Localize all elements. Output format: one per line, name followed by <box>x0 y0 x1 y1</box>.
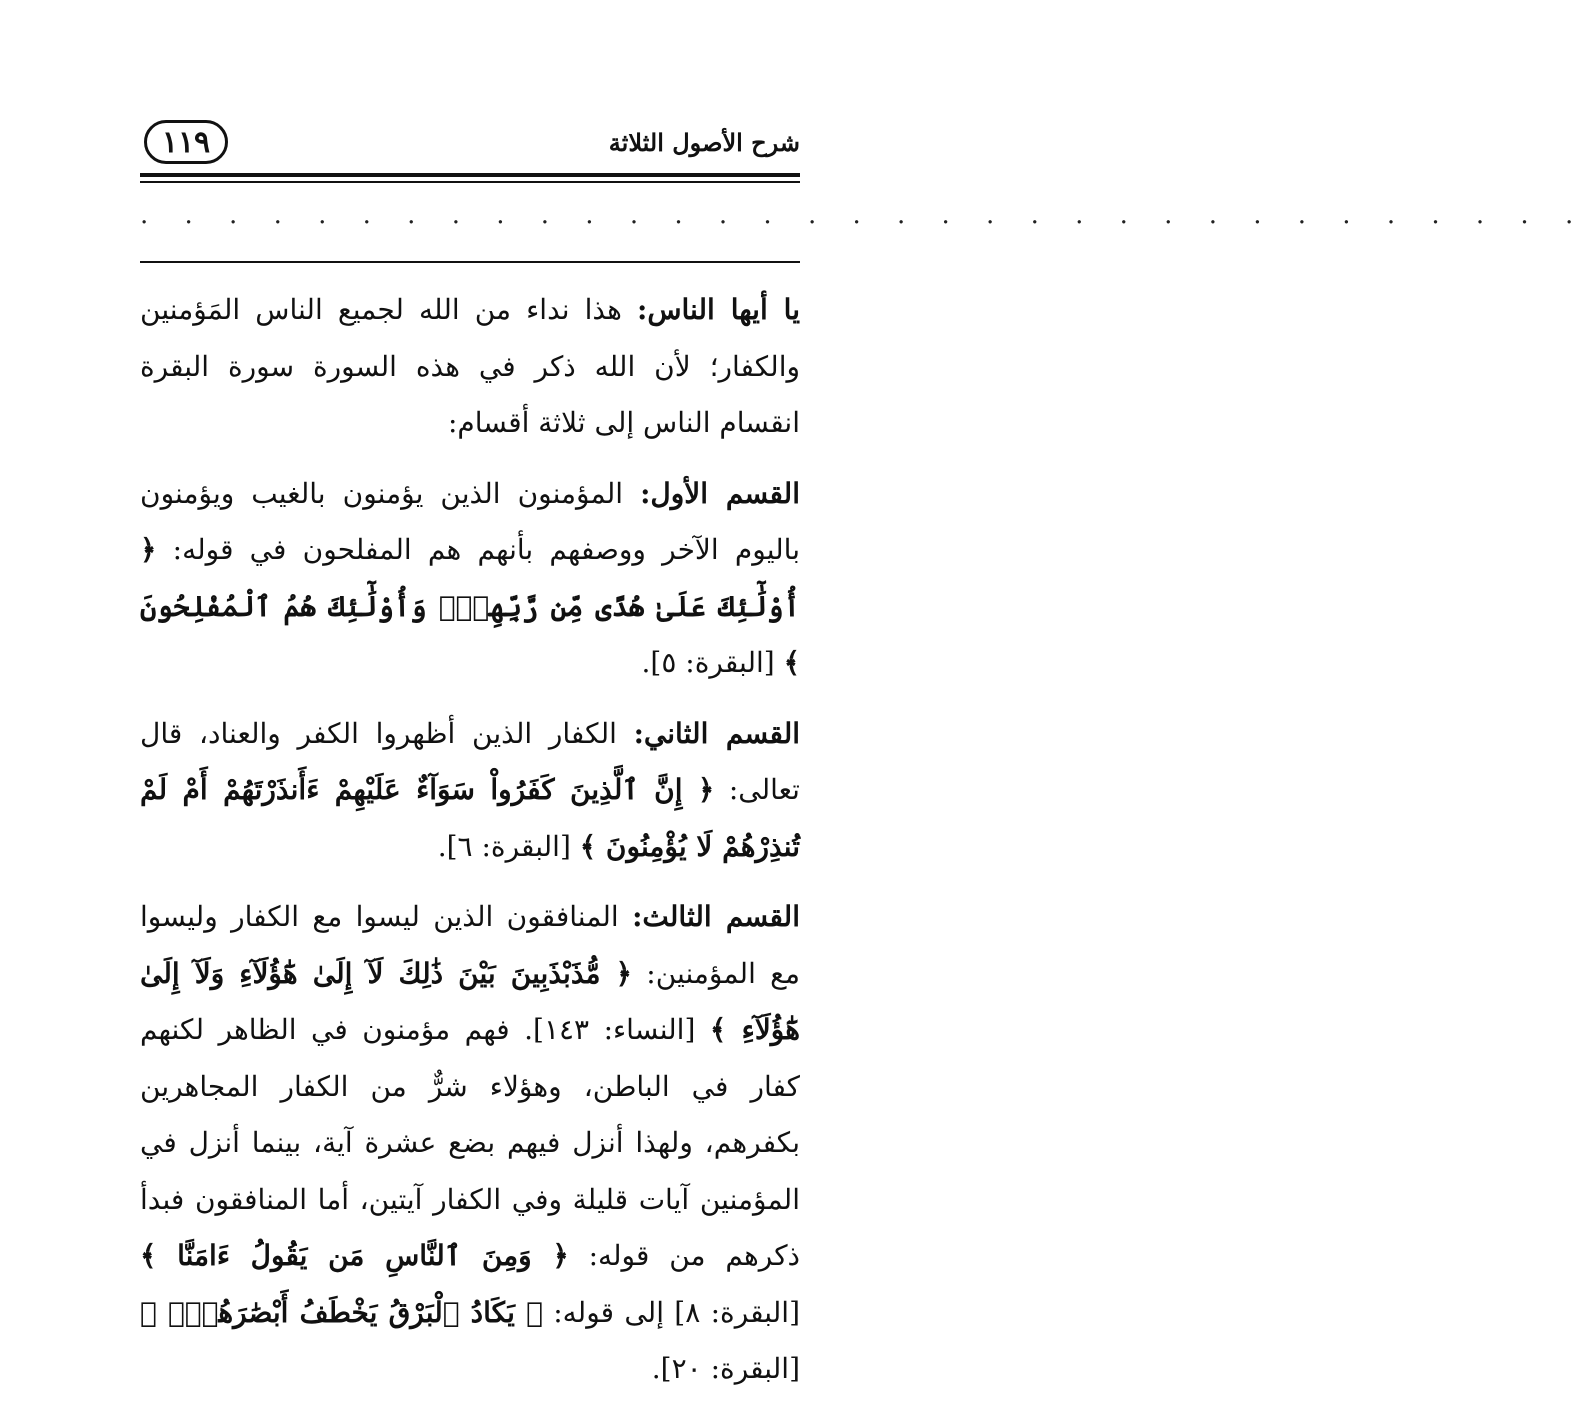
verse-reference: [البقرة: ٦]. <box>437 829 580 863</box>
quran-verse: ﴿ أُوْلَٰٓئِكَ عَلَىٰ هُدًى مِّن رَّبِّهِمْۖ وَأُوْلَٰٓئِكَ هُمُ ٱلْمُفْلِحُونَ ﴾ <box>140 533 800 679</box>
paragraph-first-group <box>140 466 800 692</box>
term-heading: يا أيها الناس: <box>636 293 800 326</box>
dotted-separator: . . . . . . . . . . . . . . . . . . . . . . . . . . . . . . . . . <box>140 200 1587 230</box>
header-rule-thin <box>140 181 800 183</box>
quran-verse: ﴿ مُّذَبْذَبِينَ بَيْنَ ذَٰلِكَ لَآ إِلَىٰ هَٰٓؤُلَآءِ وَلَآ إِلَىٰ هَٰٓؤُلَآءِ ﴾ <box>140 956 801 1046</box>
term-heading: القسم الثاني: <box>633 716 801 750</box>
paragraph-text: الكفار الذين أظهروا الكفر والعناد، قال تعالى: <box>140 716 800 806</box>
paragraph-text: [النساء: ١٤٣]. فهم مؤمنون في الظاهر لكنهم كفار في الباطن، وهؤلاء شرٌّ من الكفار المجاهرين بكفرهم، ولهذا أنزل فيهم بضع عشرة آية، بينما أنزل في المؤمنين آيات قليلة وفي الكفار آيتين، أما المنافقون فبدأ ذكرهم من قوله: <box>140 1013 800 1272</box>
page-number: ١١٩ <box>144 120 228 164</box>
verse-reference: [البقرة: ٥]. <box>641 646 784 679</box>
paragraph-text: المؤمنون الذين يؤمنون بالغيب ويؤمنون باليوم الآخر ووصفهم بأنهم هم المفلحون في قوله: <box>140 476 800 566</box>
paragraph-text: المنافقون الذين ليسوا مع الكفار وليسوا مع المؤمنين: <box>140 900 800 990</box>
section-rule <box>140 261 800 263</box>
term-heading: القسم الأول: <box>640 476 800 510</box>
term-heading: القسم الثالث: <box>632 900 800 933</box>
paragraph-second-group <box>140 706 800 876</box>
quran-verse: ﴿ يَكَادُ ٱلْبَرْقُ يَخْطَفُ أَبْصَٰرَهُمْۖ ﴾ <box>140 1295 543 1329</box>
paragraph-third-group <box>140 889 800 1398</box>
header-rule-thick <box>140 173 800 177</box>
verse-reference: [البقرة: ٢٠]. <box>651 1352 800 1385</box>
book-title: شرح الأصول الثلاثة <box>608 128 800 157</box>
quran-verse: ﴿ وَمِنَ ٱلنَّاسِ مَن يَقُولُ ءَامَنَّا ﴾ <box>140 1239 569 1272</box>
page-header <box>140 118 800 172</box>
paragraph-text: [البقرة: ٨] إلى قوله: <box>542 1295 800 1329</box>
paragraph-text: هذا نداء من الله لجميع الناس المَؤمنين والكفار؛ لأن الله ذكر في هذه السورة سورة البقرة انقسام الناس إلى ثلاثة أقسام: <box>140 293 800 439</box>
page-body <box>140 282 800 1412</box>
paragraph-people <box>140 282 800 452</box>
quran-verse: ﴿ إِنَّ ٱلَّذِينَ كَفَرُواْ سَوَآءٌ عَلَيْهِمْ ءَأَنذَرْتَهُمْ أَمْ لَمْ تُنذِرْهُمْ لَا يُؤْمِنُونَ ﴾ <box>140 773 800 863</box>
